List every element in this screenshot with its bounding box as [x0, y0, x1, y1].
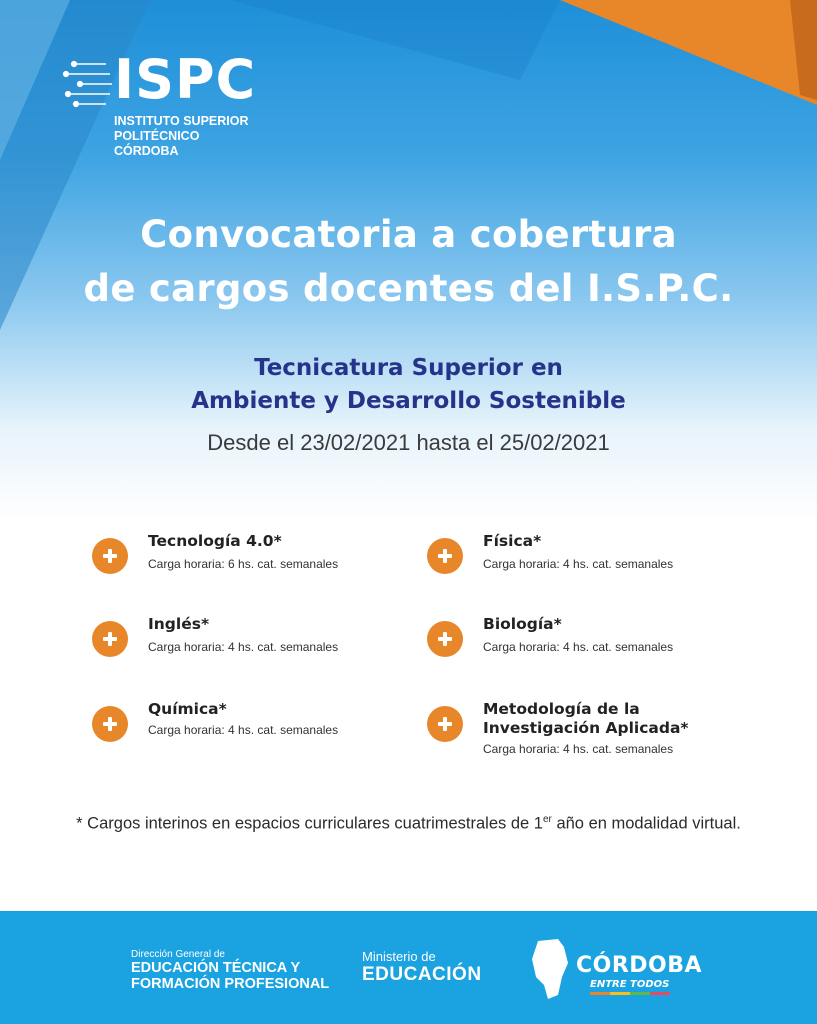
ministry-logo: [362, 949, 482, 986]
footnote: [0, 814, 817, 834]
course-hours: Carga horaria: 4 hs. cat. semanales: [483, 640, 674, 654]
course-name-line2: Investigación Aplicada*: [483, 719, 689, 737]
course-name: Química*: [148, 700, 227, 718]
footnote-text-end: año en modalidad virtual.: [551, 814, 741, 833]
footnote-text: * Cargos interinos en espacios curriculares cuatrimestrales de 1: [76, 814, 543, 833]
plus-icon: [427, 706, 463, 742]
course-hours: Carga horaria: 6 hs. cat. semanales: [148, 557, 339, 571]
plus-icon: [92, 706, 128, 742]
course-hours: Carga horaria: 4 hs. cat. semanales: [148, 640, 339, 654]
title-line1: Convocatoria a cobertura: [140, 213, 677, 256]
circuit-icon: [62, 58, 118, 118]
cordoba-logo: [528, 937, 703, 1007]
course-name: Física*: [483, 532, 542, 550]
logo-subtitle-line2: POLITÉCNICO CÓRDOBA: [114, 129, 200, 158]
footnote-sup: er: [542, 814, 552, 825]
logo-wordmark: ISPC: [114, 48, 257, 111]
color-stripe: [590, 992, 670, 995]
logo-subtitle: [114, 114, 262, 159]
course-hours: Carga horaria: 4 hs. cat. semanales: [483, 742, 674, 756]
plus-icon: [427, 621, 463, 657]
title-line2: de cargos docentes del I.S.P.C.: [83, 267, 734, 310]
plus-icon: [427, 538, 463, 574]
logo-subtitle-line1: INSTITUTO SUPERIOR: [114, 114, 249, 128]
plus-icon: [92, 621, 128, 657]
footer-bar: [0, 911, 817, 1024]
page-title: [0, 208, 817, 316]
career-line2: Ambiente y Desarrollo Sostenible: [191, 388, 626, 414]
plus-icon: [92, 538, 128, 574]
orange-corner-triangle: [560, 0, 817, 105]
career-title: [0, 352, 817, 418]
ministry-big-text: EDUCACIÓN: [362, 964, 482, 985]
course-name: Tecnología 4.0*: [148, 532, 282, 550]
dg-small-text: Dirección General de: [131, 949, 225, 960]
course-name: [483, 700, 723, 738]
dg-line2: FORMACIÓN PROFESIONAL: [131, 976, 330, 992]
course-name: Inglés*: [148, 615, 210, 633]
top-blue-shape: [230, 0, 560, 80]
course-name: Biología*: [483, 615, 562, 633]
cordoba-tagline: ENTRE TODOS: [590, 979, 670, 990]
course-hours: Carga horaria: 4 hs. cat. semanales: [483, 557, 674, 571]
dg-line1: EDUCACIÓN TÉCNICA Y: [131, 960, 301, 976]
date-range: Desde el 23/02/2021 hasta el 25/02/2021: [207, 430, 610, 455]
ministry-small-text: Ministerio de: [362, 949, 436, 964]
cordoba-map-icon: [528, 937, 572, 1001]
course-hours: Carga horaria: 4 hs. cat. semanales: [148, 723, 339, 737]
dg-education-logo: [131, 949, 329, 992]
course-name-line1: Metodología de la: [483, 700, 640, 718]
cordoba-wordmark: CÓRDOBA: [576, 953, 703, 978]
ispc-logo: [62, 48, 262, 158]
career-line1: Tecnicatura Superior en: [254, 355, 563, 381]
